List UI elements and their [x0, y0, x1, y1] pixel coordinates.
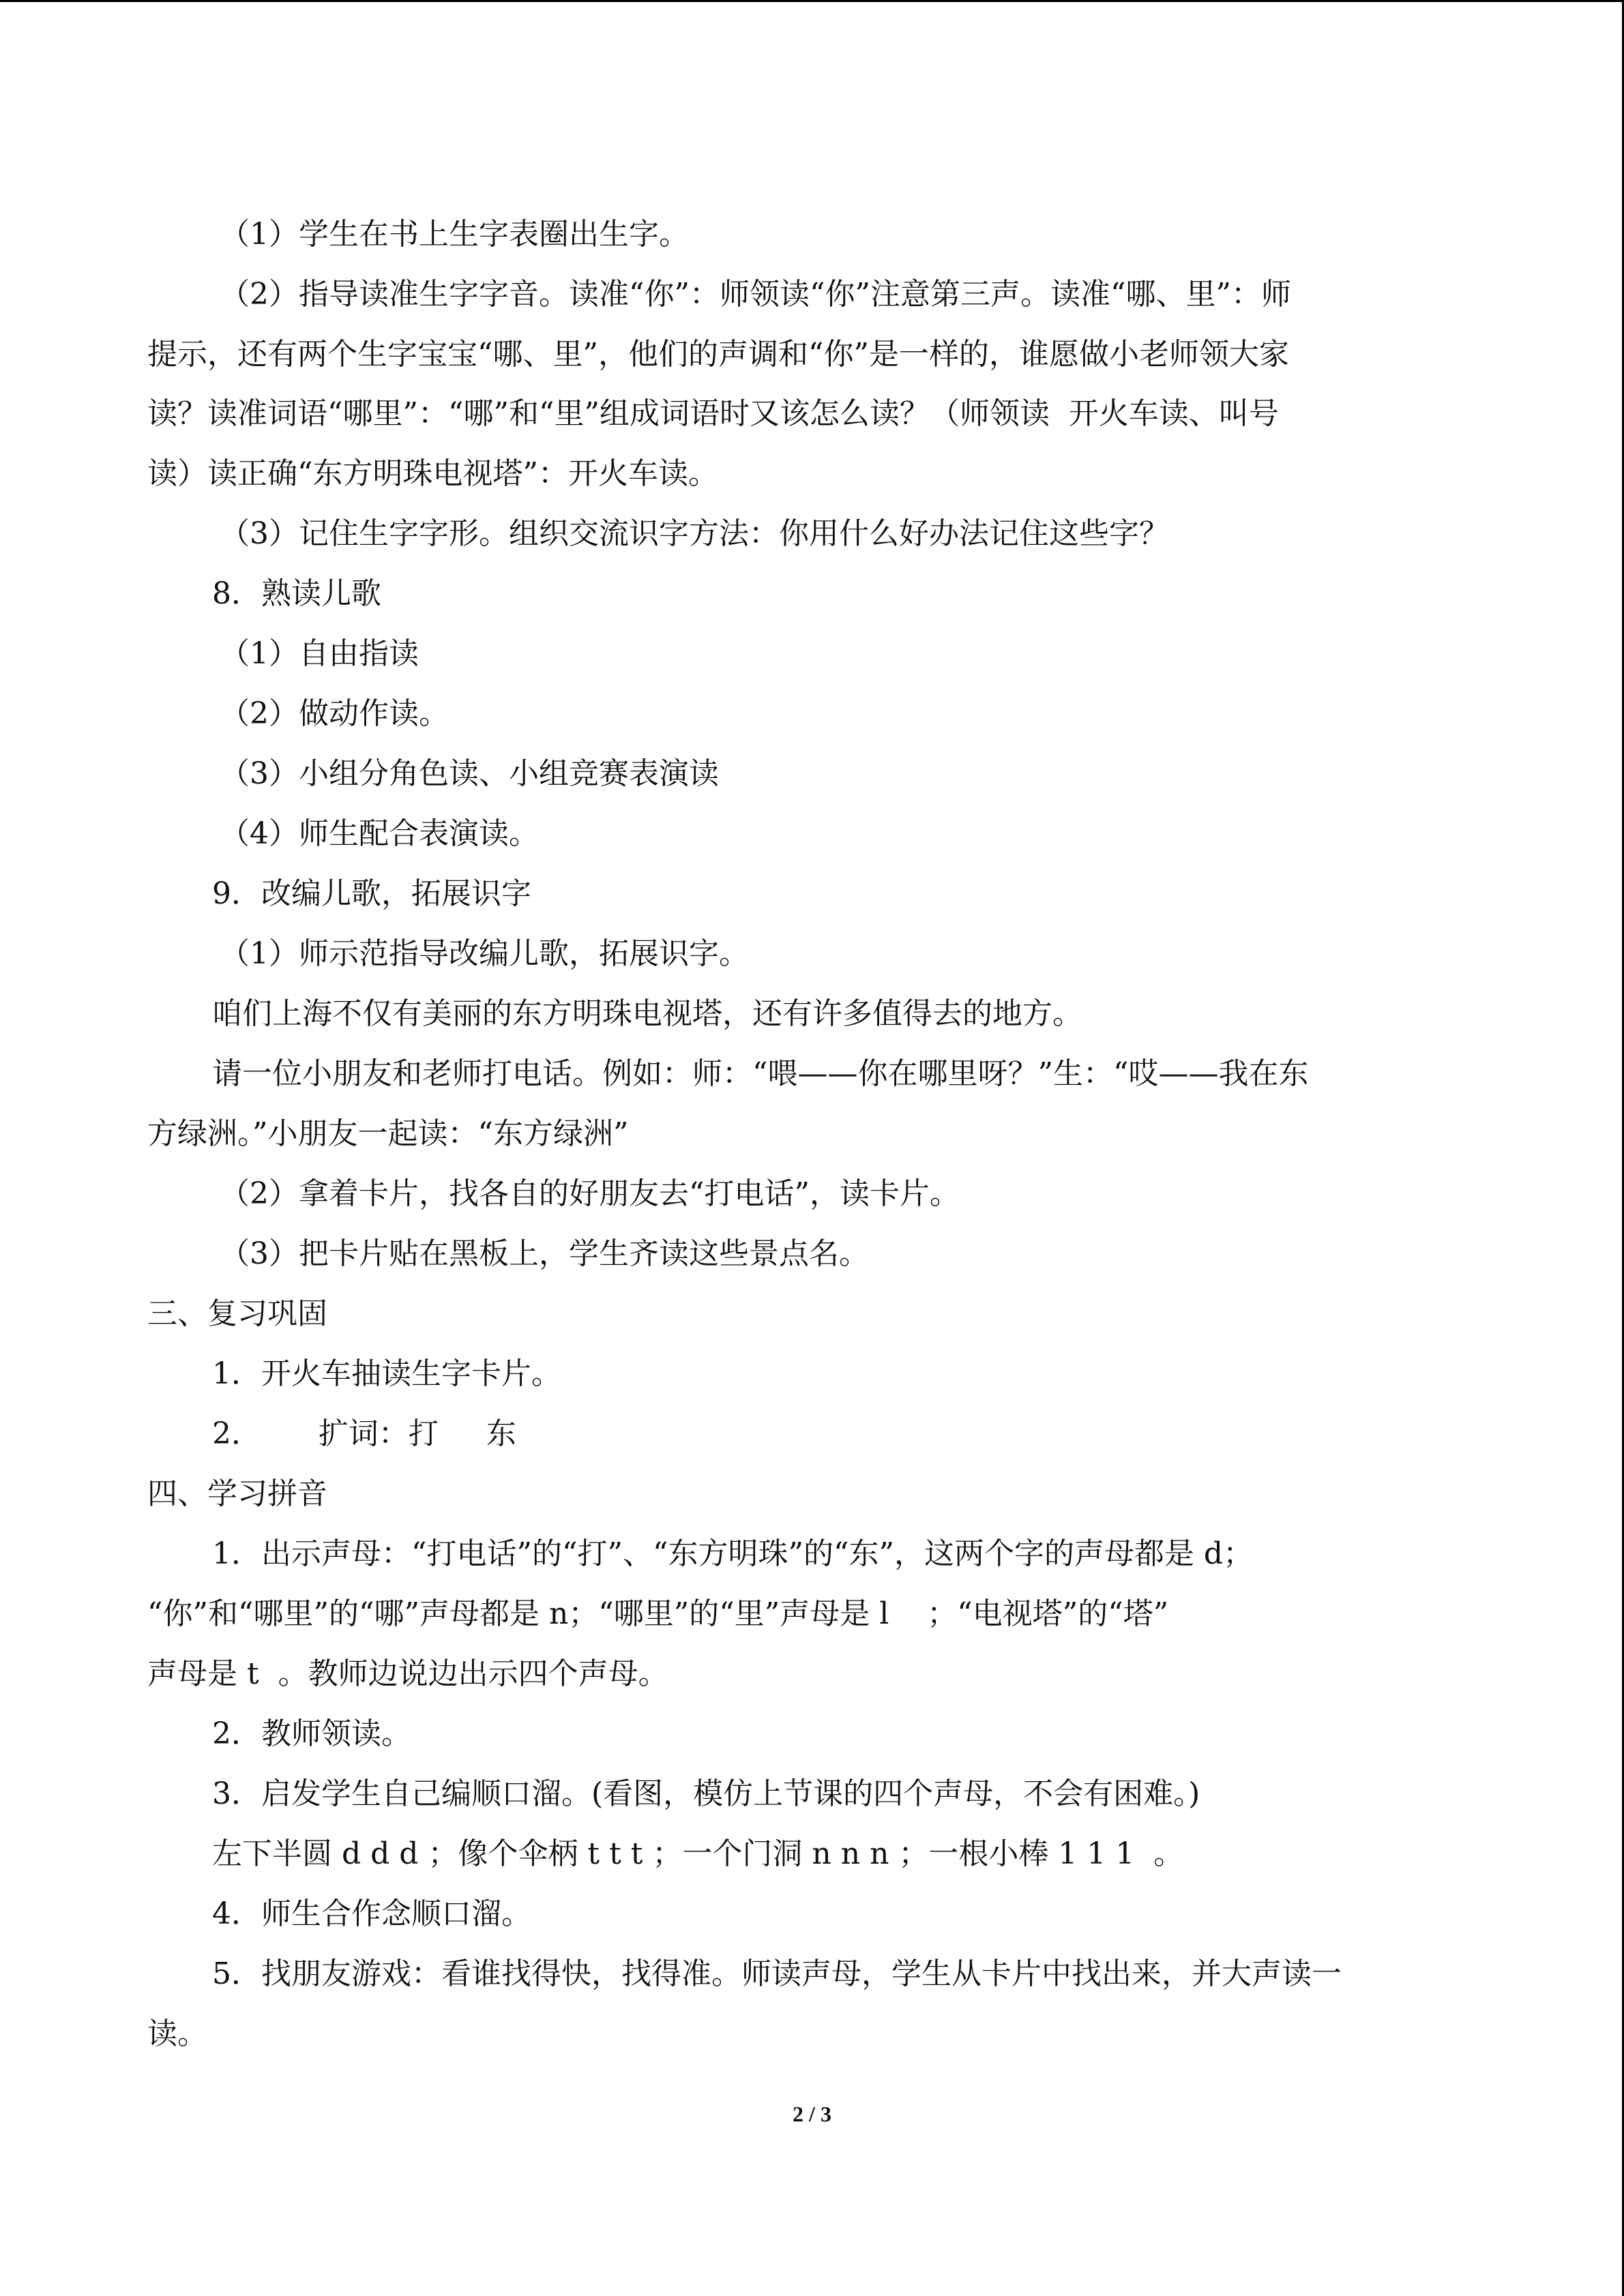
text-line: 读？读准词语“哪里”：“哪”和“里”组成词语时又该怎么读？（师领读 开火车读、叫号 [147, 396, 1279, 431]
text-line: 1．开火车抽读生字卡片。 [212, 1356, 561, 1391]
text-line: （3）把卡片贴在黑板上，学生齐读这些景点名。 [220, 1236, 869, 1271]
text-line: （1）学生在书上生字表圈出生字。 [220, 217, 689, 252]
text-line: 9．改编儿歌，拓展识字 [212, 876, 531, 911]
text-line: 提示，还有两个生字宝宝“哪、里”，他们的声调和“你”是一样的，谁愿做小老师领大家 [147, 337, 1289, 372]
text-line: （4）师生配合表演读。 [220, 816, 539, 851]
text-line: 4．师生合作念顺口溜。 [212, 1896, 531, 1931]
text-line: 咱们上海不仅有美丽的东方明珠电视塔，还有许多值得去的地方。 [212, 996, 1082, 1031]
text-line: （2）拿着卡片，找各自的好朋友去“打电话”，读卡片。 [220, 1176, 960, 1211]
text-line: 5．找朋友游戏：看谁找得快，找得准。师读声母，学生从卡片中找出来，并大声读一 [212, 1956, 1342, 1991]
text-line: （2）指导读准生字字音。读准“你”：师领读“你”注意第三声。读准“哪、里”：师 [220, 277, 1291, 312]
text-line: 声母是 t 。教师边说边出示四个声母。 [147, 1656, 668, 1691]
text-line: （2）做动作读。 [220, 696, 449, 731]
text-line: 读）读正确“东方明珠电视塔”：开火车读。 [147, 456, 718, 491]
text-line: 方绿洲。”小朋友一起读：“东方绿洲” [147, 1116, 629, 1151]
text-line: 读。 [147, 2016, 207, 2051]
text-line: 8．熟读儿歌 [212, 576, 381, 611]
text-line: 3．启发学生自己编顺口溜。(看图，模仿上节课的四个声母，不会有困难。) [212, 1776, 1200, 1811]
text-line: 2． 扩词：打 东 [212, 1416, 516, 1451]
text-line: 左下半圆 d d d ；像个伞柄 t t t ；一个门洞 n n n ；一根小棒 1 1 1 。 [212, 1836, 1184, 1871]
page-number: 2 / 3 [793, 2102, 831, 2126]
text-line: （3）记住生字字形。组织交流识字方法：你用什么好办法记住这些字？ [220, 516, 1169, 551]
text-line: 请一位小朋友和老师打电话。例如：师：“喂——你在哪里呀？”生：“哎——我在东 [212, 1056, 1309, 1091]
section-heading: 四、学习拼音 [147, 1476, 327, 1511]
text-line: 1．出示声母：“打电话”的“打”、“东方明珠”的“东”，这两个字的声母都是 d； [212, 1536, 1254, 1571]
section-heading: 三、复习巩固 [147, 1296, 327, 1331]
text-line: （1）自由指读 [220, 636, 419, 671]
text-line: （3）小组分角色读、小组竞赛表演读 [220, 756, 719, 791]
page-frame-top [0, 0, 1624, 2]
text-line: 2．教师领读。 [212, 1716, 411, 1751]
text-line: “你”和“哪里”的“哪”声母都是 n；“哪里”的“里”声母是 l ；“电视塔”的“塔” [147, 1596, 1169, 1631]
text-line: （1）师示范指导改编儿歌，拓展识字。 [220, 936, 749, 971]
